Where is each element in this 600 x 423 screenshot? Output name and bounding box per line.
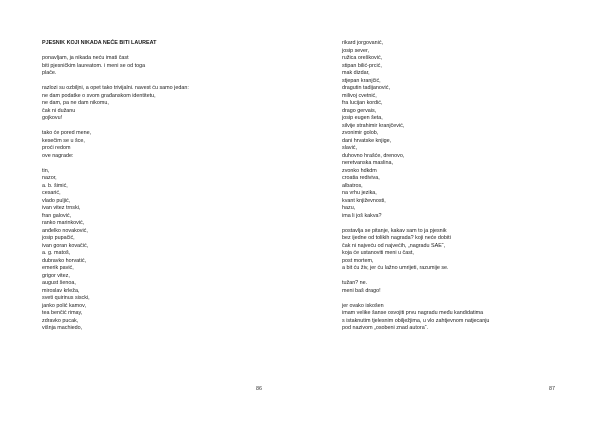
verse-line: silvije strahimir kranjčević, (342, 122, 405, 129)
verse-line: vlado puljić, (42, 197, 71, 204)
verse-line: ne dam, pa ne dam nikomu, (42, 100, 109, 106)
verse-line: milivoj cvetnić, (342, 92, 377, 99)
verse-line: zdravko pucak, (42, 317, 79, 324)
verse-line: croatia rediviva, (342, 175, 380, 181)
verse-line: jer ovako iskošen (342, 302, 384, 309)
verse-line: tea benčić rimay, (42, 310, 83, 316)
verse-line: albatros, (342, 182, 363, 189)
verse-line: razlozi su ozbiljni, a opet tako trivijalni. navest ću samo jedan: (42, 85, 189, 91)
verse-line: josip pupačić, (42, 235, 75, 241)
verse-line: miroslav krleža, (42, 287, 80, 294)
verse-line: cesarić, (42, 190, 61, 196)
poem-title: PJESNIK KOJI NIKADA NEĆE BITI LAUREAT (42, 40, 157, 46)
verse-line: hazu, (342, 205, 356, 211)
verse-line: ne dam podatke o svom građanskom identitetu, (42, 92, 156, 99)
page-number-right: 87 (549, 386, 555, 392)
verse-line: kvant književnosti, (342, 197, 386, 204)
verse-line: post mortem, (342, 257, 374, 264)
stanza (342, 40, 489, 220)
verse-line: tako će pored mene, (42, 130, 92, 136)
verse-line: a bit ću živ, jer ću lažno umrijeti, razumije se. (342, 265, 449, 271)
verse-line: nazor, (42, 175, 57, 181)
verse-line: postavlja se pitanje, kakav sam to ja pjesnik (342, 227, 447, 234)
verse-line: duhovno hrašće, drenovo, (342, 152, 405, 159)
verse-line: stjepan kranjčić, (342, 77, 381, 84)
verse-line: stipan bilić-prcić, (342, 62, 382, 69)
verse-line: dani hrvatske knjige, (342, 137, 392, 144)
verse-line: josip sever, (342, 47, 369, 54)
verse-line: dubravko horvatić, (42, 257, 87, 264)
verse-line: bez ijedne od tolikih nagrada? koji neće dobiti (342, 235, 451, 241)
verse-line: emerik pavić, (42, 265, 74, 271)
stanza (342, 303, 489, 333)
verse-line: višnja machiedo, (42, 325, 83, 331)
verse-line: tin, (42, 167, 50, 174)
verse-line: fran galović, (42, 212, 72, 219)
verse-line: zvonimir golob, (342, 130, 379, 136)
verse-line: zvonko hdkdm (342, 167, 377, 174)
verse-line: ponavljam, ja nikada neću imati čast (42, 55, 129, 61)
verse-line: fra lucijan kordić, (342, 100, 383, 106)
verse-line: imam velike šanse osvojiti prvu nagradu među kandidatima (342, 310, 484, 316)
stanza (42, 130, 189, 160)
stanza (42, 55, 189, 78)
verse-line: čak ni najveću od najvećih, „nagradu SAE“, (342, 242, 446, 249)
verse-line: dragutin tadijanović, (342, 85, 390, 91)
verse-line: proći redom (42, 145, 71, 151)
verse-line: pod nazivom „osobeni znad autora“. (342, 325, 429, 331)
verse-line: ove nagrade: (42, 152, 74, 159)
stanza (342, 228, 489, 273)
stanza (42, 85, 189, 123)
verse-line: čak ni dužanu (42, 107, 76, 114)
verse-line: s istaknutim tjelesnim obilježjima, u vlo zahtjevnom natjecanju (342, 317, 490, 324)
right-page-text (342, 40, 489, 340)
verse-line: a. b. šimić, (42, 182, 68, 189)
verse-line: neretvanska maslina, (342, 160, 393, 166)
verse-line: august šenoa, (42, 280, 76, 286)
verse-line: rikard jorgovanić, (342, 40, 384, 46)
verse-line: sveti quirinus siscki, (42, 295, 90, 301)
verse-line: na vrhu jezika, (342, 190, 377, 196)
verse-line: a. g. matoš, (42, 250, 71, 256)
left-stanzas (42, 55, 189, 333)
verse-line: ivan goran kovačić, (42, 242, 89, 249)
verse-line: ima li još kakva? (342, 212, 382, 219)
stanza (42, 168, 189, 333)
page-number-left: 86 (256, 386, 262, 392)
right-page (300, 0, 600, 423)
verse-line: drago gervais, (342, 107, 377, 114)
verse-line: grigor vitez, (42, 272, 70, 279)
verse-line: janko polić kamov, (42, 302, 86, 309)
verse-line: meni baš drago! (342, 287, 381, 294)
verse-line: biti pjesničkim laureatom. i meni se od toga (42, 62, 146, 69)
verse-line: anđelko novaković, (42, 227, 88, 234)
verse-line: josip eugen šeta, (342, 115, 383, 121)
left-page-text (42, 40, 189, 340)
verse-line: gojkovu! (42, 115, 63, 121)
verse-line: mak dizdar, (342, 70, 370, 76)
verse-line: kesečim se u šce, (42, 137, 85, 144)
verse-line: ružica orešković, (342, 55, 383, 61)
verse-line: slavić, (342, 145, 357, 151)
right-stanzas (342, 40, 489, 333)
verse-line: koja će ustanoviti meni u čast, (342, 250, 414, 256)
stanza (342, 280, 489, 295)
verse-line: plače. (42, 70, 57, 76)
verse-line: tužan? ne. (342, 280, 368, 286)
verse-line: ivan vitez trnski, (42, 205, 81, 211)
verse-line: ranko marinković, (42, 220, 85, 226)
